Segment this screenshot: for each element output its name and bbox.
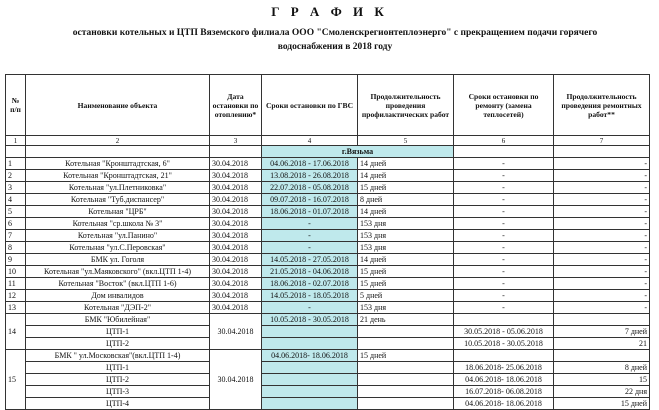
repair-stop-period: 04.06.2018- 18.06.2018 bbox=[454, 374, 554, 386]
repair-stop-period: - bbox=[454, 242, 554, 254]
heating-stop-date: 30.04.2018 bbox=[210, 254, 262, 266]
object-name: Котельная "ул.Панино" bbox=[26, 230, 210, 242]
hot-water-stop-period bbox=[262, 338, 358, 350]
hot-water-stop-period bbox=[262, 362, 358, 374]
maintenance-duration: 153 дня bbox=[358, 218, 454, 230]
repair-duration bbox=[554, 350, 650, 362]
object-name: Котельная "ул.Маяковского" (вкл.ЦТП 1-4) bbox=[26, 266, 210, 278]
hot-water-stop-period: - bbox=[262, 230, 358, 242]
maintenance-duration bbox=[358, 374, 454, 386]
repair-duration bbox=[554, 314, 650, 326]
hot-water-stop-period: - bbox=[262, 242, 358, 254]
maintenance-duration: 15 дней bbox=[358, 350, 454, 362]
object-name: Котельная "Восток" (вкл.ЦТП 1-6) bbox=[26, 278, 210, 290]
city-name: г.Вязьма bbox=[262, 146, 454, 158]
hot-water-stop-period: 09.07.2018 - 16.07.2018 bbox=[262, 194, 358, 206]
repair-duration: - bbox=[554, 218, 650, 230]
substation-row bbox=[6, 374, 650, 386]
header-heating-stop-date: Дата остановки по отоплению* bbox=[210, 75, 262, 136]
header-repair-duration: Продолжительность проведения ремонтных работ** bbox=[554, 75, 650, 136]
row-number: 15 bbox=[6, 350, 26, 410]
heating-stop-date: 30.04.2018 bbox=[210, 158, 262, 170]
maintenance-duration: 14 дней bbox=[358, 254, 454, 266]
subtitle-line-2: водоснабжения в 2018 году bbox=[277, 42, 393, 52]
table-row bbox=[6, 218, 650, 230]
hot-water-stop-period: 10.05.2018 - 30.05.2018 bbox=[262, 314, 358, 326]
row-number: 12 bbox=[6, 290, 26, 302]
object-name: Котельная "ср.школа № 3" bbox=[26, 218, 210, 230]
hot-water-stop-period: 22.07.2018 - 05.08.2018 bbox=[262, 182, 358, 194]
repair-duration: 15 bbox=[554, 374, 650, 386]
hot-water-stop-period: 18.06.2018 - 02.07.2018 bbox=[262, 278, 358, 290]
maintenance-duration bbox=[358, 362, 454, 374]
hot-water-stop-period bbox=[262, 374, 358, 386]
heating-stop-date: 30.04.2018 bbox=[210, 290, 262, 302]
repair-duration: 22 дня bbox=[554, 386, 650, 398]
table-body bbox=[6, 136, 650, 410]
object-name: БМК " ул.Московская"(вкл.ЦТП 1-4) bbox=[26, 350, 210, 362]
object-name: БМК ул. Гоголя bbox=[26, 254, 210, 266]
substation-name: ЦТП-4 bbox=[26, 398, 210, 410]
column-number: 6 bbox=[454, 136, 554, 146]
column-number: 7 bbox=[554, 136, 650, 146]
hot-water-stop-period: 04.06.2018- 18.06.2018 bbox=[262, 350, 358, 362]
substation-name: ЦТП-3 bbox=[26, 386, 210, 398]
repair-duration: 8 дней bbox=[554, 362, 650, 374]
maintenance-duration bbox=[358, 338, 454, 350]
object-name: БМК "Юбилейная" bbox=[26, 314, 210, 326]
repair-duration: - bbox=[554, 278, 650, 290]
heating-stop-date: 30.04.2018 bbox=[210, 302, 262, 314]
row-number: 1 bbox=[6, 158, 26, 170]
header-hot-water-stop-period: Сроки остановки по ГВС bbox=[262, 75, 358, 136]
header-number: № п/п bbox=[6, 75, 26, 136]
table-row bbox=[6, 254, 650, 266]
object-name: Котельная "Кронштадтская, 6" bbox=[26, 158, 210, 170]
substation-name: ЦТП-1 bbox=[26, 326, 210, 338]
repair-stop-period: - bbox=[454, 290, 554, 302]
repair-duration: - bbox=[554, 302, 650, 314]
repair-stop-period: - bbox=[454, 254, 554, 266]
heating-stop-date: 30.04.2018 bbox=[210, 182, 262, 194]
repair-stop-period: 16.07.2018- 06.08.2018 bbox=[454, 386, 554, 398]
repair-stop-period: - bbox=[454, 206, 554, 218]
maintenance-duration: 21 день bbox=[358, 314, 454, 326]
document-title: Г Р А Ф И К bbox=[271, 4, 388, 19]
object-name: Котельная "Туб.диспансер" bbox=[26, 194, 210, 206]
repair-duration: 15 дней bbox=[554, 398, 650, 410]
table-row bbox=[6, 182, 650, 194]
group-main-row bbox=[6, 314, 650, 326]
row-number: 4 bbox=[6, 194, 26, 206]
substation-row bbox=[6, 338, 650, 350]
repair-duration: - bbox=[554, 290, 650, 302]
document-subtitle bbox=[30, 26, 640, 54]
hot-water-stop-period: 13.08.2018 - 26.08.2018 bbox=[262, 170, 358, 182]
schedule-table bbox=[5, 74, 650, 410]
group-main-row bbox=[6, 350, 650, 362]
maintenance-duration: 8 дней bbox=[358, 194, 454, 206]
repair-duration: - bbox=[554, 194, 650, 206]
repair-stop-period: - bbox=[454, 158, 554, 170]
repair-duration: - bbox=[554, 170, 650, 182]
repair-stop-period: - bbox=[454, 182, 554, 194]
table-row bbox=[6, 242, 650, 254]
table-row bbox=[6, 158, 650, 170]
hot-water-stop-period: 14.05.2018 - 18.05.2018 bbox=[262, 290, 358, 302]
object-name: Дом инвалидов bbox=[26, 290, 210, 302]
heating-stop-date: 30.04.2018 bbox=[210, 170, 262, 182]
object-name: Котельная "ДЭП-2" bbox=[26, 302, 210, 314]
row-number: 3 bbox=[6, 182, 26, 194]
hot-water-stop-period bbox=[262, 386, 358, 398]
heating-stop-date: 30.04.2018 bbox=[210, 218, 262, 230]
heating-stop-date: 30.04.2018 bbox=[210, 266, 262, 278]
row-number: 11 bbox=[6, 278, 26, 290]
hot-water-stop-period: - bbox=[262, 218, 358, 230]
repair-stop-period: 04.06.2018- 18.06.2018 bbox=[454, 398, 554, 410]
repair-stop-period: - bbox=[454, 218, 554, 230]
repair-stop-period: - bbox=[454, 266, 554, 278]
table-row bbox=[6, 302, 650, 314]
hot-water-stop-period bbox=[262, 326, 358, 338]
object-name: Котельная "ЦРБ" bbox=[26, 206, 210, 218]
table-row bbox=[6, 290, 650, 302]
repair-duration: - bbox=[554, 206, 650, 218]
object-name: Котельная "ул.Плетниковка" bbox=[26, 182, 210, 194]
maintenance-duration: 15 дней bbox=[358, 266, 454, 278]
table-row bbox=[6, 278, 650, 290]
heating-stop-date: 30.04.2018 bbox=[210, 314, 262, 350]
row-number: 5 bbox=[6, 206, 26, 218]
hot-water-stop-period: - bbox=[262, 302, 358, 314]
repair-duration: - bbox=[554, 182, 650, 194]
row-number: 2 bbox=[6, 170, 26, 182]
heating-stop-date: 30.04.2018 bbox=[210, 194, 262, 206]
maintenance-duration: 153 дня bbox=[358, 242, 454, 254]
table-row bbox=[6, 206, 650, 218]
repair-stop-period: - bbox=[454, 170, 554, 182]
header-repair-stop-period: Сроки остановки по ремонту (замена теплосетей) bbox=[454, 75, 554, 136]
repair-stop-period: 10.05.2018 - 30.05.2018 bbox=[454, 338, 554, 350]
row-number: 13 bbox=[6, 302, 26, 314]
repair-duration: 21 bbox=[554, 338, 650, 350]
maintenance-duration: 14 дней bbox=[358, 206, 454, 218]
hot-water-stop-period: 14.05.2018 - 27.05.2018 bbox=[262, 254, 358, 266]
repair-duration: 7 дней bbox=[554, 326, 650, 338]
maintenance-duration: 5 дней bbox=[358, 290, 454, 302]
substation-name: ЦТП-2 bbox=[26, 374, 210, 386]
table-row bbox=[6, 194, 650, 206]
table-row bbox=[6, 170, 650, 182]
row-number: 10 bbox=[6, 266, 26, 278]
repair-stop-period: - bbox=[454, 278, 554, 290]
repair-stop-period: 30.05.2018 - 05.06.2018 bbox=[454, 326, 554, 338]
header-maintenance-duration: Продолжительность проведения профилактических работ bbox=[358, 75, 454, 136]
maintenance-duration: 15 дней bbox=[358, 182, 454, 194]
repair-duration: - bbox=[554, 242, 650, 254]
maintenance-duration: 14 дней bbox=[358, 158, 454, 170]
repair-stop-period: - bbox=[454, 194, 554, 206]
column-number: 1 bbox=[6, 136, 26, 146]
repair-stop-period bbox=[454, 350, 554, 362]
header-row bbox=[6, 75, 650, 136]
repair-duration: - bbox=[554, 254, 650, 266]
heating-stop-date: 30.04.2018 bbox=[210, 230, 262, 242]
hot-water-stop-period: 18.06.2018 - 01.07.2018 bbox=[262, 206, 358, 218]
header-object-name: Наименование объекта bbox=[26, 75, 210, 136]
heating-stop-date: 30.04.2018 bbox=[210, 242, 262, 254]
row-number: 8 bbox=[6, 242, 26, 254]
column-number: 5 bbox=[358, 136, 454, 146]
object-name: Котельная "Кронштадтская, 21" bbox=[26, 170, 210, 182]
substation-row bbox=[6, 326, 650, 338]
substation-name: ЦТП-1 bbox=[26, 362, 210, 374]
row-number: 6 bbox=[6, 218, 26, 230]
column-number: 3 bbox=[210, 136, 262, 146]
repair-duration: - bbox=[554, 230, 650, 242]
column-number: 4 bbox=[262, 136, 358, 146]
repair-stop-period: 18.06.2018- 25.06.2018 bbox=[454, 362, 554, 374]
row-number: 7 bbox=[6, 230, 26, 242]
repair-duration: - bbox=[554, 266, 650, 278]
subtitle-line-1: остановки котельных и ЦТП Вяземского филиала ООО "Смоленскрегионтеплоэнерго" с прекращением подачи горячего bbox=[72, 28, 598, 38]
maintenance-duration: 15 дней bbox=[358, 278, 454, 290]
row-number: 9 bbox=[6, 254, 26, 266]
row-number: 14 bbox=[6, 314, 26, 350]
repair-stop-period: - bbox=[454, 230, 554, 242]
heating-stop-date: 30.04.2018 bbox=[210, 278, 262, 290]
maintenance-duration: 153 дня bbox=[358, 230, 454, 242]
table-row bbox=[6, 266, 650, 278]
repair-stop-period bbox=[454, 314, 554, 326]
hot-water-stop-period: 04.06.2018 - 17.06.2018 bbox=[262, 158, 358, 170]
city-section-row bbox=[6, 146, 650, 158]
maintenance-duration: 14 дней bbox=[358, 170, 454, 182]
substation-row bbox=[6, 386, 650, 398]
substation-row bbox=[6, 362, 650, 374]
maintenance-duration: 153 дня bbox=[358, 302, 454, 314]
substation-name: ЦТП-2 bbox=[26, 338, 210, 350]
repair-duration: - bbox=[554, 158, 650, 170]
maintenance-duration bbox=[358, 326, 454, 338]
column-number: 2 bbox=[26, 136, 210, 146]
object-name: Котельная "ул.С.Перовская" bbox=[26, 242, 210, 254]
heating-stop-date: 30.04.2018 bbox=[210, 350, 262, 410]
hot-water-stop-period: 21.05.2018 - 04.06.2018 bbox=[262, 266, 358, 278]
column-number-row bbox=[6, 136, 650, 146]
maintenance-duration bbox=[358, 386, 454, 398]
table-row bbox=[6, 230, 650, 242]
repair-stop-period: - bbox=[454, 302, 554, 314]
heating-stop-date: 30.04.2018 bbox=[210, 206, 262, 218]
